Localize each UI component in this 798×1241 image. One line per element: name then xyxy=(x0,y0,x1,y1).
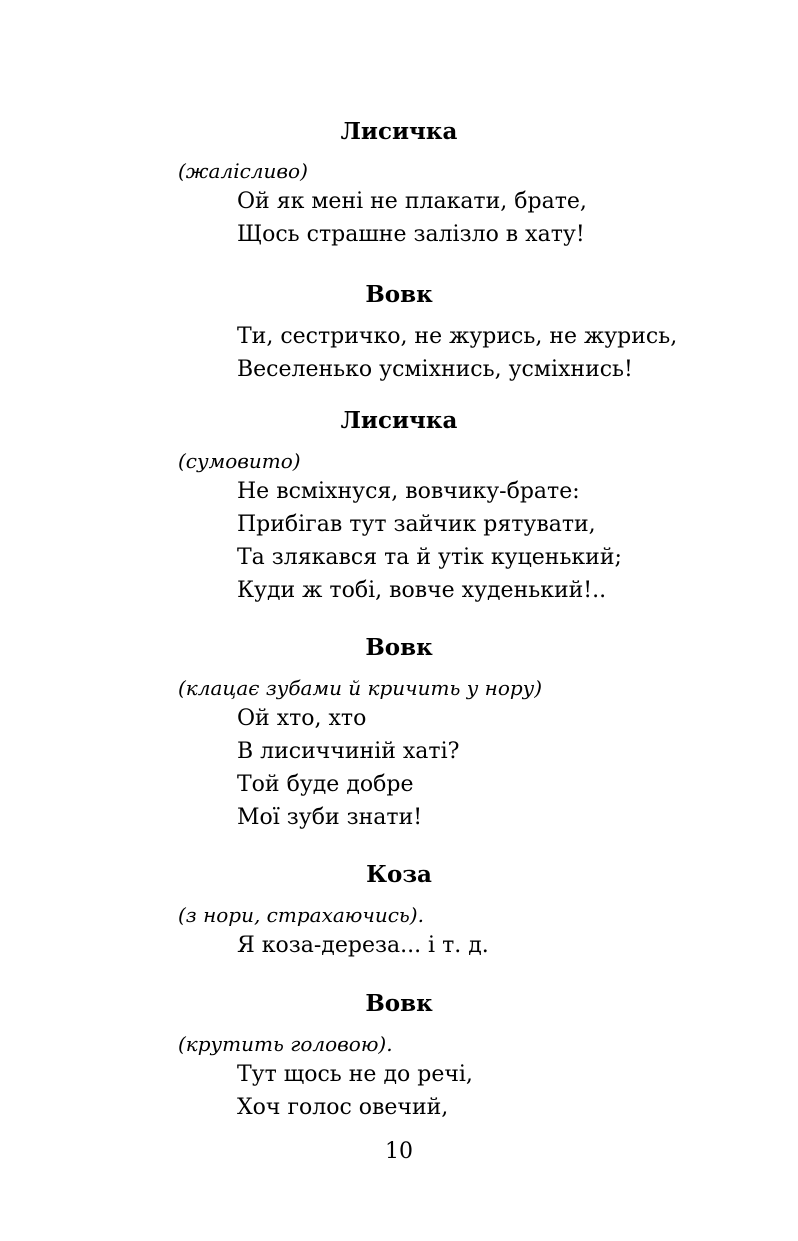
dialogue-block xyxy=(0,117,798,251)
verse-lines xyxy=(237,320,777,386)
dialogue-block xyxy=(0,633,798,834)
verse-lines xyxy=(237,475,777,607)
dialogue-block xyxy=(0,406,798,607)
speaker-name: Лисичка xyxy=(340,118,458,145)
stage-direction: (з нори, страхаючись). xyxy=(178,903,424,927)
verse-line: Мої зуби знати! xyxy=(237,805,423,830)
verse-line: Та злякався та й утік куценький; xyxy=(237,545,622,570)
verse-line: Хоч голос овечий, xyxy=(237,1095,449,1120)
stage-direction: (сумовито) xyxy=(178,449,301,473)
verse-lines xyxy=(237,929,777,962)
verse-lines xyxy=(237,185,777,251)
dialogue-block xyxy=(0,989,798,1124)
verse-line: Куди ж тобі, вовче худенький!.. xyxy=(237,578,607,603)
verse-line: Ти, сестричко, не журись, не журись, xyxy=(237,324,678,349)
stage-direction: (крутить головою). xyxy=(178,1032,393,1056)
verse-lines xyxy=(237,1058,777,1124)
dialogue-block xyxy=(0,280,798,386)
verse-line: Щось страшне залізло в хату! xyxy=(237,222,585,247)
verse-line: Ой хто, хто xyxy=(237,706,367,731)
speaker-name: Коза xyxy=(366,861,432,888)
verse-line: В лисиччиній хаті? xyxy=(237,739,460,764)
verse-line: Не всміхнуся, вовчику-брате: xyxy=(237,479,580,504)
verse-line: Той буде добре xyxy=(237,772,414,797)
speaker-name: Вовк xyxy=(365,281,433,308)
stage-direction: (клацає зубами й кричить у нору) xyxy=(178,676,543,700)
verse-line: Веселенько усміхнись, усміхнись! xyxy=(237,357,633,382)
stage-direction: (жалісливо) xyxy=(178,159,308,183)
verse-line: Ой як мені не плакати, брате, xyxy=(237,189,587,214)
verse-line: Тут щось не до речі, xyxy=(237,1062,473,1087)
verse-lines xyxy=(237,702,777,834)
speaker-name: Вовк xyxy=(365,990,433,1017)
dialogue-block xyxy=(0,860,798,962)
verse-line: Прибігав тут зайчик рятувати, xyxy=(237,512,596,537)
speaker-name: Вовк xyxy=(365,634,433,661)
page-number: 10 xyxy=(385,1139,413,1164)
verse-line: Я коза-дереза... і т. д. xyxy=(237,933,489,958)
speaker-name: Лисичка xyxy=(340,407,458,434)
